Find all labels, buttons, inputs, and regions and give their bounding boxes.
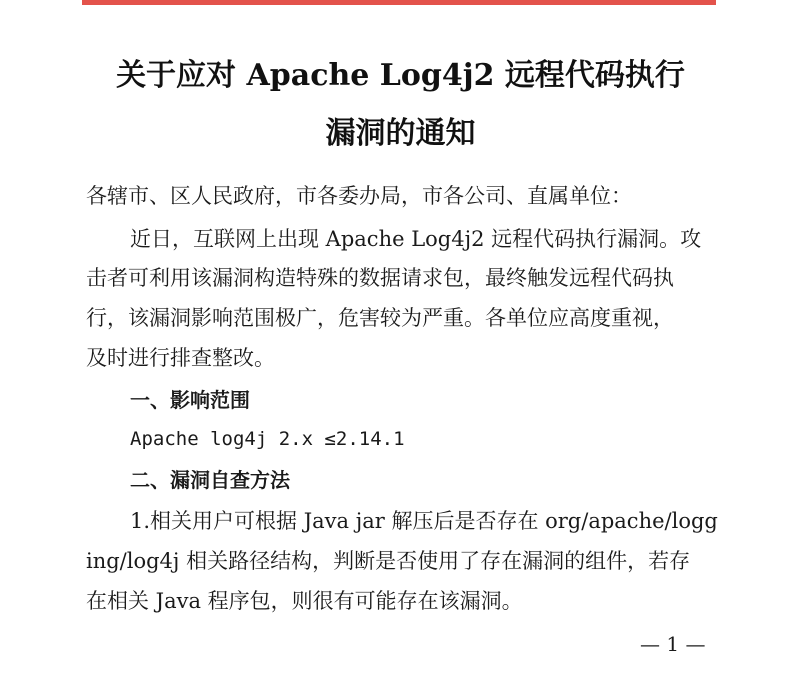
paragraph-line: ing/log4j 相关路径结构，判断是否使用了存在漏洞的组件，若存	[86, 549, 691, 573]
top-red-rule	[82, 0, 716, 5]
document-title-line-1: 关于应对 Apache Log4j2 远程代码执行	[116, 58, 685, 93]
section-heading-scope: 一、影响范围	[130, 388, 250, 412]
paragraph-line: 近日，互联网上出现 Apache Log4j2 远程代码执行漏洞。攻	[130, 227, 702, 251]
paragraph-line: 行，该漏洞影响范围极广，危害较为严重。各单位应高度重视，	[86, 306, 674, 330]
document-title-line-2: 漏洞的通知	[325, 116, 476, 151]
page-number: — 1 —	[640, 632, 706, 656]
salutation: 各辖市、区人民政府，市各委办局，市各公司、直属单位：	[86, 184, 632, 208]
affected-version: Apache log4j 2.x ≤2.14.1	[130, 428, 405, 450]
paragraph-line: 在相关 Java 程序包，则很有可能存在该漏洞。	[86, 589, 523, 613]
paragraph-line: 击者可利用该漏洞构造特殊的数据请求包，最终触发远程代码执	[86, 266, 674, 290]
paragraph-line: 1.相关用户可根据 Java jar 解压后是否存在 org/apache/logg	[130, 509, 718, 533]
paragraph-line: 及时进行排查整改。	[86, 346, 275, 370]
section-heading-self-check: 二、漏洞自查方法	[130, 468, 290, 492]
